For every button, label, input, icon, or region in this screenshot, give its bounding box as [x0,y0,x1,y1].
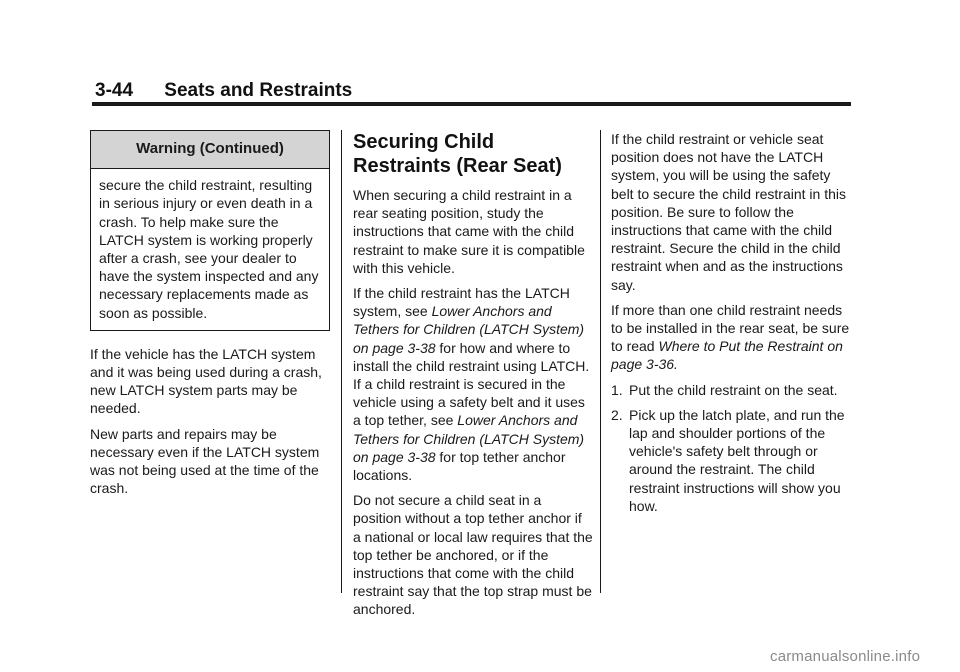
warning-box [90,130,330,331]
step-number: 2. [611,406,623,423]
warning-text: secure the child restraint, resulting in serious injury or even death in a crash. To help make sure the LATCH system is working properly after a crash, see your dealer to have the system inspected and any necessary replacements made as soon as possible. [99,177,319,321]
list-item [611,381,851,399]
step-text: Pick up the latch plate, and run the lap and shoulder portions of the vehicle's safety belt through or around the restraint. The child restraint instructions will show you how. [629,406,845,514]
page-header [95,80,850,102]
column-divider [341,130,342,593]
warning-title: Warning (Continued) [91,131,329,169]
paragraph: If the vehicle has the LATCH system and it was being used during a crash, new LATCH system parts may be needed. [90,345,322,417]
paragraph: If the child restraint has the LATCH system, see Lower Anchors and Tethers for Children (LATCH System) on page 3-38 for how and where to install the child restraint using LATCH. If a child restraint is secured in the vehicle using a safety belt and it uses a top tether, see Lower Anchors and Tethers for Children (LATCH System) on page 3-38 for top tether anchor locations. [353,285,590,484]
paragraph: If more than one child restraint needs to be installed in the rear seat, be sure to read Where to Put the Restraint on page 3-36. [611,301,850,373]
paragraph: When securing a child restraint in a rear seating position, study the instructions that came with the child restraint to make sure it is compatible with this vehicle. [353,187,585,276]
cross-reference-link[interactable]: Where to Put the Restraint on page 3-36. [611,338,843,373]
step-number: 1. [611,381,623,398]
cross-reference-link[interactable]: Lower Anchors and Tethers for Children (LATCH System) on page 3-38 [353,303,585,356]
column-divider [600,130,601,593]
watermark-logo: carmanualsonline.info [770,648,921,665]
section-title: Seats and Restraints [164,80,353,101]
cross-reference-link[interactable]: Lower Anchors and Tethers for Children (LATCH System) on page 3-38 [353,412,585,465]
column-middle [353,130,593,626]
page-number: 3-44 [95,80,134,101]
list-item [611,406,851,515]
header-rule [92,102,851,106]
paragraph: If the child restraint or vehicle seat position does not have the LATCH system, you will be using the safety belt to secure the child restraint in this position. Be sure to follow the instructions that came with the child restraint. Secure the child in the child restraint when and as the instructions say. [611,131,847,293]
section-heading: Securing Child Restraints (Rear Seat) [353,131,562,177]
column-left [90,130,330,504]
paragraph: Do not secure a child seat in a position without a top tether anchor if a national or local law requires that the top tether be anchored, or if the instructions that come with the child restraint say that the top strap must be anchored. [353,492,593,618]
step-text: Put the child restraint on the seat. [629,381,838,398]
paragraph: New parts and repairs may be necessary even if the LATCH system was not being used at the time of the crash. [90,425,320,497]
column-right [611,130,851,522]
